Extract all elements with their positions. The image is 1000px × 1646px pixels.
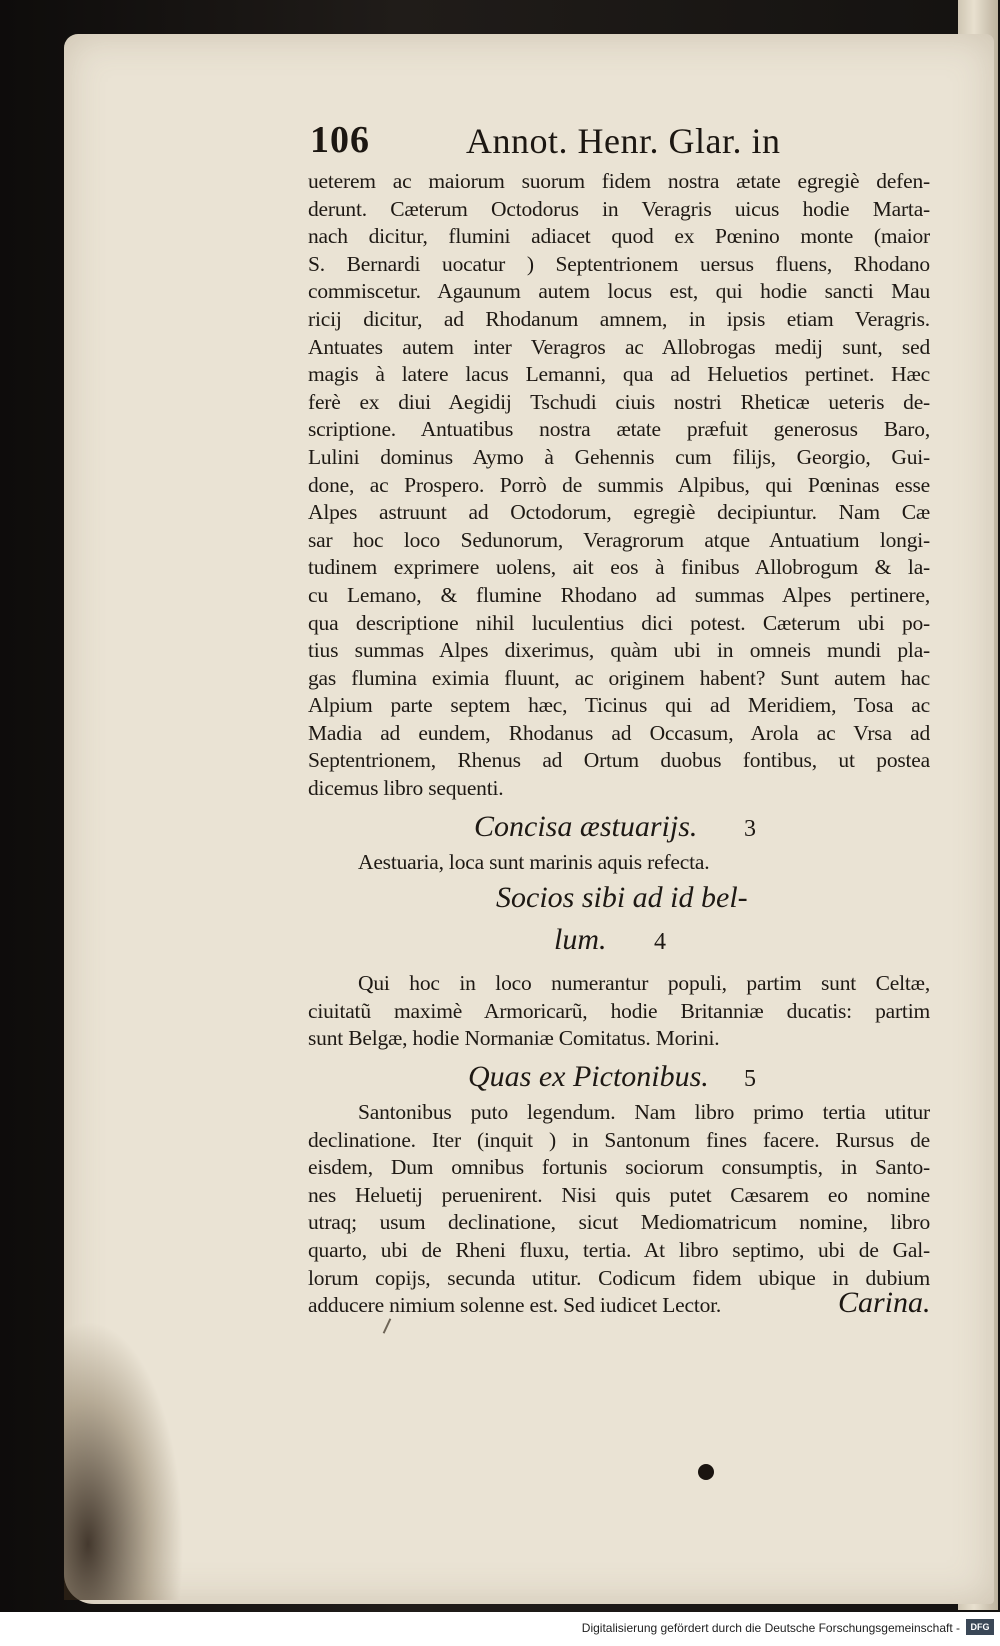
paragraph-1 — [308, 168, 930, 803]
text-line: derunt. Cæterum Octodorus in Veragris uicus hodie Marta- — [308, 196, 930, 221]
text-line: Alpium parte septem hæc, Ticinus qui ad Meridiem, Tosa ac — [308, 693, 930, 718]
text-line: gas flumina eximia fluunt, ac originem habent? Sunt autem hac — [308, 665, 930, 690]
text-line: Madia ad eundem, Rhodanus ad Occasum, Arola ac Vrsa ad — [308, 720, 930, 745]
text-line: lorum copijs, secunda utitur. Codicum fidem ubique in dubium — [308, 1265, 930, 1290]
text-line: sunt Belgæ, hodie Normaniæ Comitatus. Morini. — [308, 1026, 720, 1051]
heading-text: Concisa æstuarijs. — [474, 809, 698, 843]
text-line: tius summas Alpes dixerimus, quàm ubi in omneis mundi pla- — [308, 638, 930, 663]
text-line: Septentrionem, Rhenus ad Ortum duobus fontibus, ut postea — [308, 748, 930, 773]
text-line: utraq; usum declinatione, sicut Mediomatricum nomine, libro — [308, 1210, 930, 1235]
paragraph-2 — [308, 849, 930, 877]
text-line: cu Lemano, & flumine Rhodano ad summas Alpes pertinere, — [308, 582, 930, 607]
text-line: S. Bernardi uocatur ) Septentrionem uersus fluens, Rhodano — [308, 251, 930, 276]
text-line: commiscetur. Agaunum autem locus est, qui hodie sancti Mau — [308, 279, 930, 304]
page-number: 106 — [310, 119, 370, 161]
text-line: dicemus libro sequenti. — [308, 776, 504, 801]
paragraph-4 — [308, 1099, 930, 1320]
text-line: ferè ex diui Aegidij Tschudi ciuis nostri Rheticæ ueteris de- — [308, 389, 930, 414]
text-line: ricij dicitur, ad Rhodanum amnem, in ipsis etiam Veragris. — [308, 306, 930, 331]
text-line: ueterem ac maiorum suorum fidem nostra ætate egregiè defen- — [308, 169, 930, 193]
text-line: Lulini dominus Aymo à Gehennis cum filijs, Georgio, Gui- — [308, 444, 930, 469]
text-line: declinatione. Iter (inquit ) in Santonum fines facere. Rursus de — [308, 1127, 930, 1152]
digitization-footer — [0, 1612, 1000, 1646]
page-stain — [64, 1320, 184, 1600]
text-line: ciuitatũ maximè Armoricarũ, hodie Britanniæ ducatis: partim — [308, 998, 930, 1023]
text-line: Antuates autem inter Veragros ac Allobrogas medij sunt, sed — [308, 334, 930, 359]
heading-number: 5 — [744, 1066, 756, 1093]
catchword: Carina. — [838, 1286, 931, 1319]
text-line: tudinem exprimere uolens, ait eos à finibus Allobrogum & la- — [308, 555, 930, 580]
text-line: scriptione. Antuatibus nostra ætate præfuit generosus Baro, — [308, 417, 930, 442]
text-line: eisdem, Dum omnibus fortunis sociorum consumptis, in Santo- — [308, 1155, 930, 1180]
heading-number: 3 — [744, 815, 756, 842]
text-line: nach dicitur, flumini adiacet quod ex Pœnino monte (maior — [308, 224, 930, 249]
page-body — [308, 168, 930, 1320]
section-heading-5 — [308, 1059, 930, 1095]
text-line: sar hoc loco Sedunorum, Veragrorum atque Antuatium longi- — [308, 527, 930, 552]
text-line: Alpes astruunt ad Octodorum, egregiè decipiuntur. Nam Cæ — [308, 500, 930, 525]
text-line: qua descriptione nihil luculentius dici potest. Cæterum ubi po- — [308, 610, 930, 635]
text-line: Santonibus puto legendum. Nam libro primo tertia utitur — [358, 1100, 930, 1125]
text-line: done, ac Prospero. Porrò de summis Alpibus, qui Pœninas esse — [308, 472, 930, 497]
text-line: quarto, ubi de Rheni fluxu, tertia. At libro septimo, ubi de Gal- — [308, 1238, 930, 1262]
section-heading-3 — [308, 809, 930, 845]
text-line: Aestuaria, loca sunt marinis aquis refecta. — [358, 849, 710, 874]
text-line: nes Heluetij peruenirent. Nisi quis putet Cæsarem eo nomine — [308, 1182, 930, 1207]
dfg-logo[interactable]: DFG — [966, 1619, 994, 1635]
ink-dot — [698, 1464, 714, 1480]
page-header — [310, 118, 850, 174]
heading-number: 4 — [654, 929, 666, 956]
section-heading-4-cont — [308, 922, 930, 958]
running-head: Annot. Henr. Glar. in — [466, 121, 781, 161]
paragraph-3 — [308, 970, 930, 1053]
text-line: adducere nimium solenne est. Sed iudicet Lector. — [308, 1293, 722, 1318]
heading-text: lum. — [554, 923, 607, 957]
heading-text: Socios sibi ad id bel- — [496, 881, 748, 915]
text-line: Qui hoc in loco numerantur populi, partim sunt Celtæ, — [358, 971, 930, 996]
section-heading-4 — [308, 880, 930, 916]
funding-credit: Digitalisierung gefördert durch die Deutsche Forschungsgemeinschaft - — [581, 1621, 960, 1635]
heading-text: Quas ex Pictonibus. — [468, 1060, 709, 1094]
text-line: magis à latere lacus Lemanni, qua ad Heluetios pertinet. Hæc — [308, 362, 930, 387]
